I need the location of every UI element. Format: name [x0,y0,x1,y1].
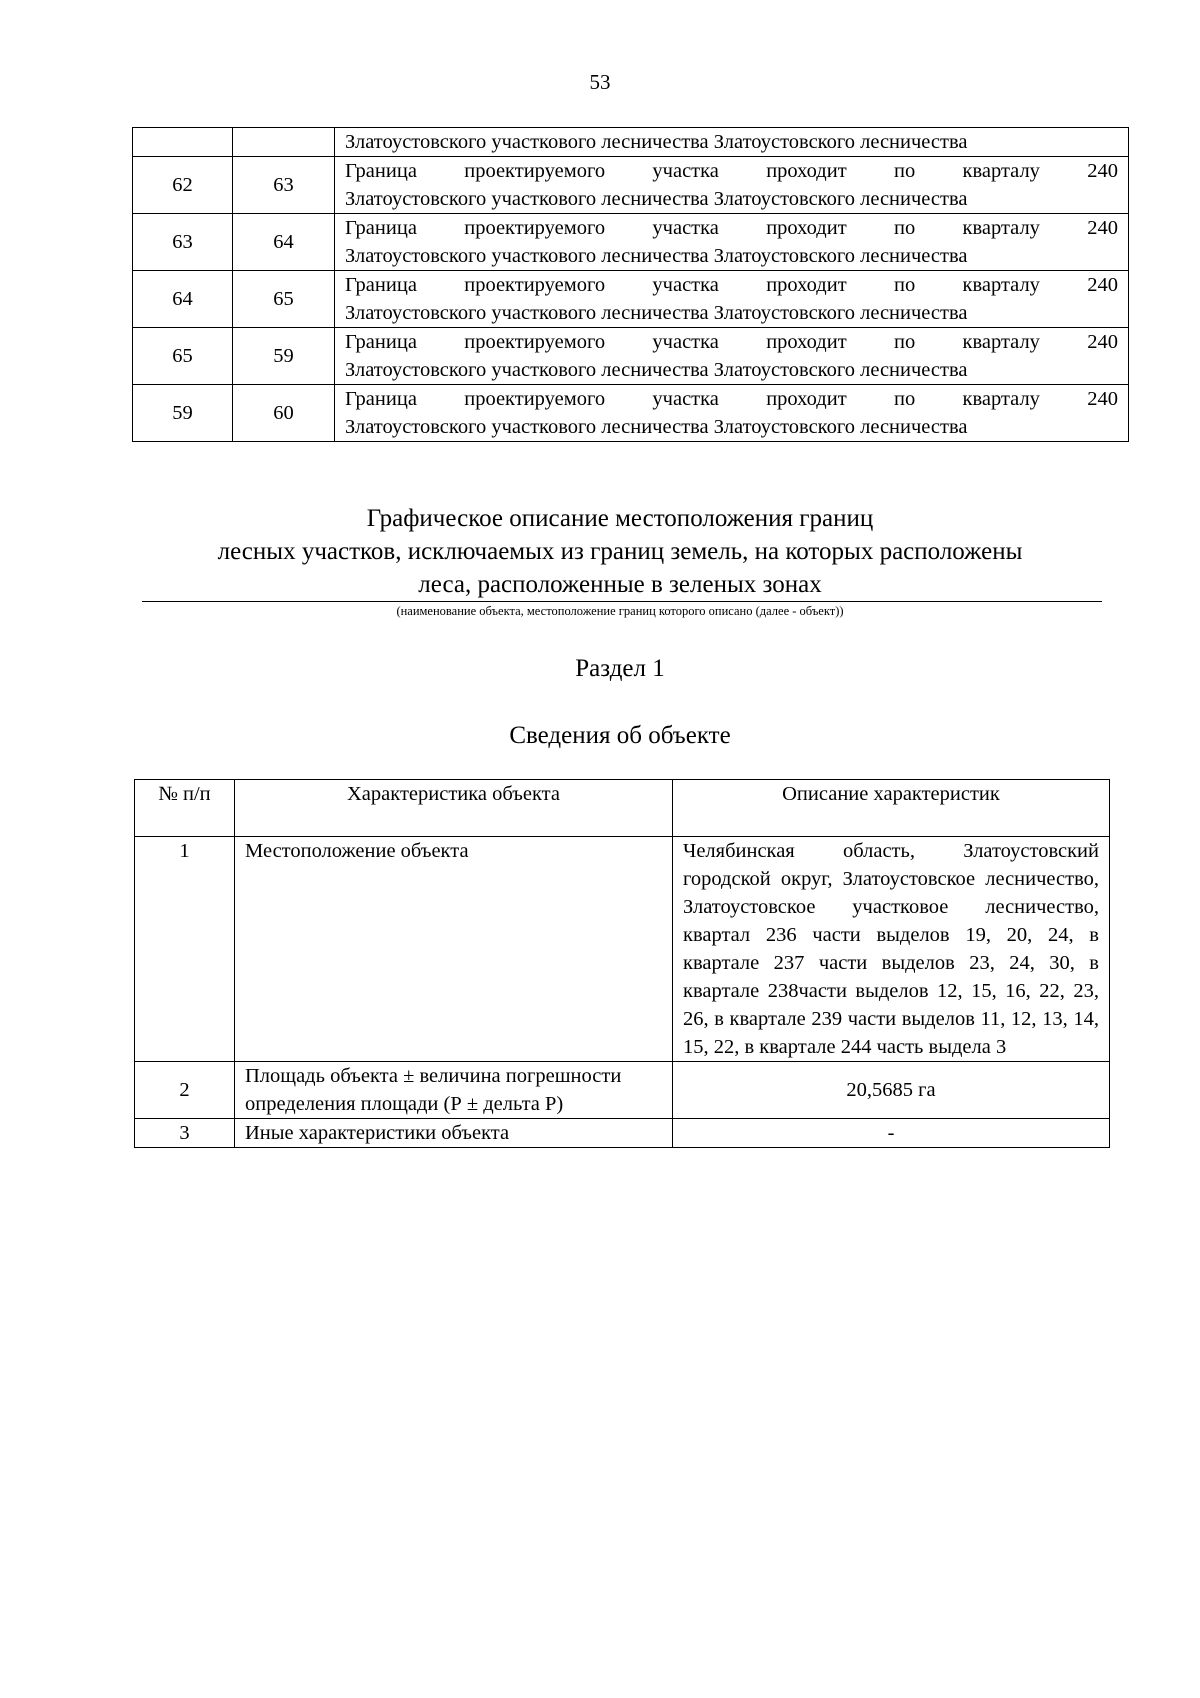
boundary-description-cell [335,214,1129,271]
description-line: Златоустовского участкового лесничества Златоустовского лесничества [345,131,968,153]
description-line: Граница проектируемого участка проходит по кварталу 240 [345,274,1118,296]
description-line: Златоустовского участкового лесничества Златоустовского лесничества [345,245,968,267]
description-line: Граница проектируемого участка проходит по кварталу 240 [345,217,1118,239]
from-point-cell [133,128,233,157]
table-row [135,1062,1110,1119]
table-row [135,1119,1110,1148]
boundary-description-cell [335,128,1129,157]
description-line: Златоустовского участкового лесничества Златоустовского лесничества [345,416,968,438]
document-heading [140,502,1100,601]
row-description: 20,5685 га [673,1062,1110,1119]
table-header-row [135,780,1110,837]
row-number: 1 [135,837,235,1062]
boundary-description-cell [335,328,1129,385]
description-line: Граница проектируемого участка проходит по кварталу 240 [345,160,1118,182]
page-number: 53 [589,70,611,94]
to-point-cell [233,128,335,157]
heading-line: лесных участков, исключаемых из границ земель, на которых расположены [217,538,1023,565]
from-point-cell: 62 [133,157,233,214]
subsection-title: Сведения об объекте [509,722,731,749]
heading-line: Графическое описание местоположения границ [366,505,874,532]
table-row [133,214,1129,271]
boundary-description-cell [335,157,1129,214]
object-info-table [134,779,1110,1148]
table-row [133,328,1129,385]
description-line: Граница проектируемого участка проходит по кварталу 240 [345,331,1118,353]
boundary-description-cell [335,385,1129,442]
heading-line: леса, расположенные в зеленых зонах [418,571,822,598]
from-point-cell: 63 [133,214,233,271]
table-row [135,837,1110,1062]
to-point-cell: 63 [233,157,335,214]
description-line: Златоустовского участкового лесничества Златоустовского лесничества [345,302,968,324]
header-description: Описание характеристик [673,780,1110,837]
header-characteristic: Характеристика объекта [235,780,673,837]
row-number: 2 [135,1062,235,1119]
to-point-cell: 59 [233,328,335,385]
row-characteristic: Площадь объекта ± величина погрешности определения площади (Р ± дельта Р) [235,1062,673,1119]
boundary-table [132,127,1129,442]
to-point-cell: 65 [233,271,335,328]
from-point-cell: 64 [133,271,233,328]
to-point-cell: 60 [233,385,335,442]
description-line: Златоустовского участкового лесничества Златоустовского лесничества [345,188,968,210]
table-row [133,385,1129,442]
table-row [133,128,1129,157]
table-row [133,157,1129,214]
row-description: Челябинская область, Златоустовский городской округ, Златоустовское лесничество, Златоустовское участковое лесничество, квартал 236 части выделов 19, 20, 24, в квартале 237 части выделов 23, 24, 30, в квартале 238части выделов 12, 15, 16, 22, 23, 26, в квартале 239 части выделов 11, 12, 13, 14, 15, 22, в квартале 244 часть выдела 3 [673,837,1110,1062]
description-line: Граница проектируемого участка проходит по кварталу 240 [345,388,1118,410]
section-title: Раздел 1 [575,655,665,682]
row-characteristic: Иные характеристики объекта [235,1119,673,1148]
table-row [133,271,1129,328]
heading-underline [142,601,1102,602]
to-point-cell: 64 [233,214,335,271]
from-point-cell: 65 [133,328,233,385]
from-point-cell: 59 [133,385,233,442]
heading-note: (наименование объекта, местоположение границ которого описано (далее - объект)) [396,604,844,618]
row-description: - [673,1119,1110,1148]
row-characteristic: Местоположение объекта [235,837,673,1062]
row-number: 3 [135,1119,235,1148]
description-line: Златоустовского участкового лесничества Златоустовского лесничества [345,359,968,381]
boundary-description-cell [335,271,1129,328]
header-number: № п/п [135,780,235,837]
